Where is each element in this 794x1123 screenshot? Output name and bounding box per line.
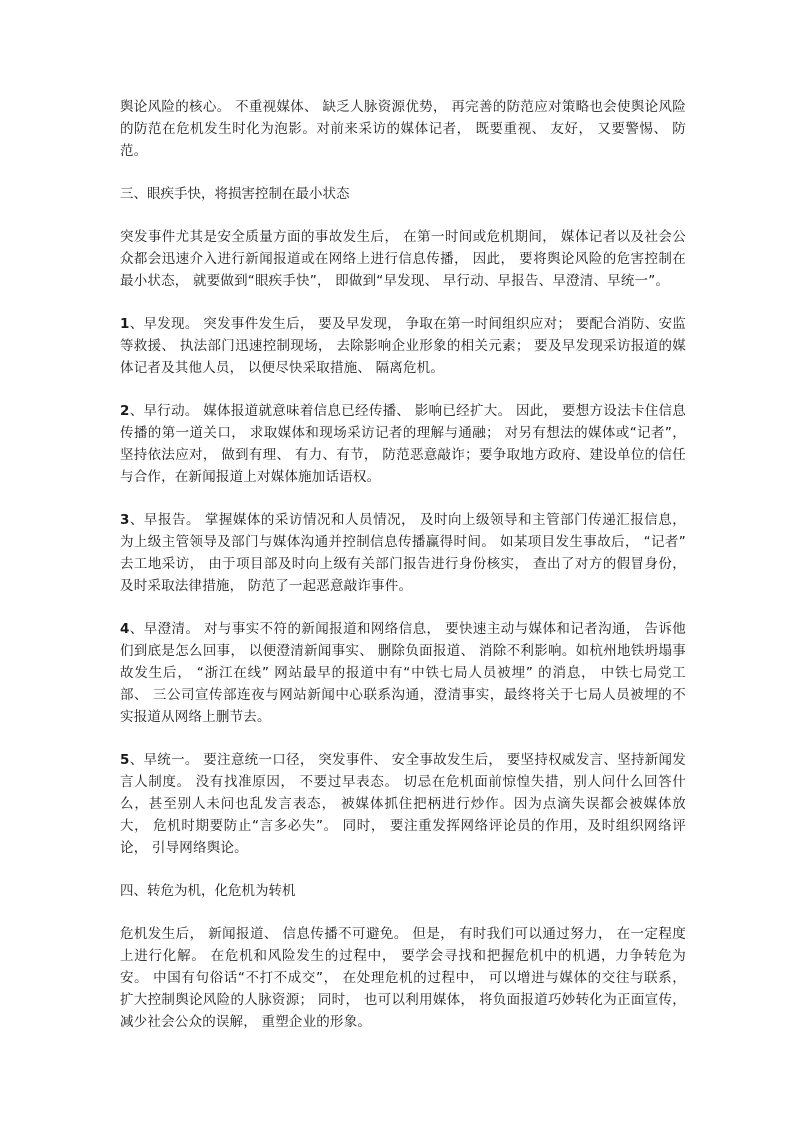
section-3-heading: 三、眼疾手快，将损害控制在最小状态 (120, 186, 350, 202)
section-3-intro-paragraph: 突发事件尤其是安全质量方面的事故发生后， 在第一时间或危机期间， 媒体记者以及社会公众都会迅速介入进行新闻报道或在网络上进行信息传播， 因此， 要将舆论风险的危害控制在最小状态， 就要做到“眼疾手快”， 即做到“早发现、 早行动、早报告、早澄清、早统一”。 (120, 229, 686, 289)
item-early-clarification (120, 618, 686, 728)
item-text: 、早发现。 突发事件发生后， 要及早发现， 争取在第一时间组织应对； 要配合消防、安监等救援、 执法部门迅速控制现场， 去除影响企业形象的相关元素； 要及早发现采访报道的媒体记者及其他人员， 以便尽快采取措施、 隔离危机。 (120, 316, 686, 376)
item-text: 、早澄清。 对与事实不符的新闻报道和网络信息， 要快速主动与媒体和记者沟通， 告诉他们到底是怎么回事， 以便澄清新闻事实、 删除负面报道、 消除不利影响。如杭州地铁坍塌事故发生后， “浙江在线” 网站最早的报道中有“中铁七局人员被埋” 的消息， 中铁七局党工部、 三公司宣传部连夜与网站新闻中心联系沟通，澄清事实，最终将关于七局人员被埋的不实报道从网络上删节去。 (120, 621, 686, 725)
item-text: 、早行动。 媒体报道就意味着信息已经传播、 影响已经扩大。 因此， 要想方设法卡住信息传播的第一道关口， 求取媒体和现场采访记者的理解与通融； 对另有想法的媒体或“记者”， 坚持依法应对， 做到有理、 有力、有节， 防范恶意敲诈；要争取地方政府、建设单位的信任与合作，在新闻报道上对媒体施加话语权。 (120, 403, 686, 485)
item-text: 、早报告。 掌握媒体的采访情况和人员情况， 及时向上级领导和主管部门传递汇报信息，为上级主管领导及部门与媒体沟通并控制信息传播赢得时间。 如某项目发生事故后， “记者” 去工地采访， 由于项目部及时向上级有关部门报告进行身份核实， 查出了对方的假冒身份， 及时采取法律措施， 防范了一起恶意敲诈事件。 (120, 512, 686, 594)
document-page (120, 96, 686, 1054)
item-text: 、早统一。 要注意统一口径， 突发事件、 安全事故发生后， 要坚持权威发言、坚持新闻发言人制度。 没有找准原因， 不要过早表态。 切忌在危机面前惊惶失措，别人问什么回答什么，甚至别人未问也乱发言表态， 被媒体抓住把柄进行炒作。因为点滴失误都会被媒体放大， 危机时期要防止“言多必失”。 同时， 要注重发挥网络评论员的作用，及时组织网络评论， 引导网络舆论。 (120, 752, 686, 856)
item-early-detection (120, 313, 686, 379)
section-4-paragraph: 危机发生后， 新闻报道、 信息传播不可避免。 但是， 有时我们可以通过努力， 在一定程度上进行化解。 在危机和风险发生的过程中， 要学会寻找和把握危机中的机遇，力争转危为安。 中国有句俗话“不打不成交”， 在处理危机的过程中， 可以增进与媒体的交往与联系， 扩大控制舆论风险的人脉资源； 同时， 也可以利用媒体， 将负面报道巧妙转化为正面宣传， 减少社会公众的误解， 重塑企业的形象。 (120, 926, 686, 1030)
item-number: 5 (120, 752, 130, 768)
item-number: 4 (120, 621, 130, 637)
intro-paragraph: 舆论风险的核心。 不重视媒体、 缺乏人脉资源优势， 再完善的防范应对策略也会使舆论风险的防范在危机发生时化为泡影。对前来采访的媒体记者， 既要重视、 友好， 又要警惕、 防范。 (120, 99, 686, 159)
item-early-report (120, 509, 686, 597)
section-4-heading: 四、转危为机，化危机为转机 (120, 883, 296, 899)
item-early-action (120, 400, 686, 488)
item-number: 1 (120, 316, 130, 332)
item-number: 2 (120, 403, 130, 419)
item-early-unification (120, 749, 686, 859)
item-number: 3 (120, 512, 130, 528)
